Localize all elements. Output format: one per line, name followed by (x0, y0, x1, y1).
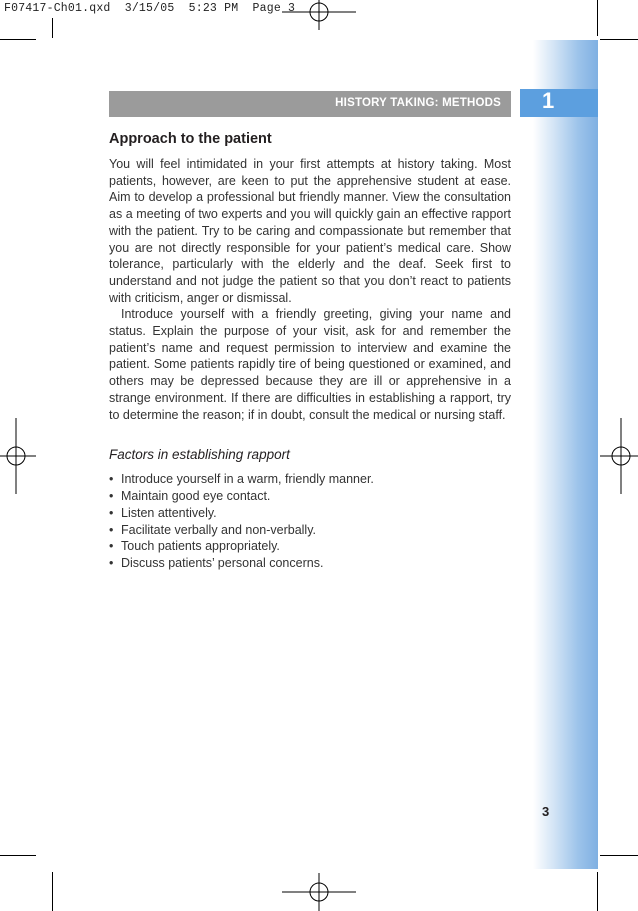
bullet-icon: • (109, 539, 114, 554)
registration-mark-left-icon (0, 418, 36, 494)
list-item-text: Maintain good eye contact. (121, 489, 271, 504)
chapter-number: 1 (542, 88, 555, 113)
registration-mark-right-icon (600, 418, 638, 494)
body-paragraph-2: Introduce yourself with a friendly greeting, giving your name and status. Explain the purpose of your visit, ask for and remember the patient’s name and request permission to interview and examine the patient. Some patients rapidly tire of being questioned or examined, and others may be depressed because they are ill or apprehensive in a strange environment. If there are difficulties in establishing a rapport, try to determine the reason; if in doubt, consult the medical or nursing staff. (109, 307, 511, 422)
list-item (109, 555, 511, 572)
registration-mark-bottom-icon (282, 873, 356, 911)
main-content (109, 131, 511, 572)
chapter-side-band (533, 40, 598, 869)
subsection-heading: Factors in establishing rapport (109, 447, 290, 463)
chapter-tab (520, 89, 598, 117)
bullet-icon: • (109, 472, 114, 487)
list-item-text: Listen attentively. (121, 505, 217, 520)
list-item-text: Discuss patients’ personal concerns. (121, 556, 324, 571)
list-item-text: Facilitate verbally and non-verbally. (121, 522, 317, 537)
list-item-text: Introduce yourself in a warm, friendly manner. (121, 472, 374, 487)
crop-mark-top-right-v (597, 0, 598, 36)
crop-mark-top-left-v (52, 18, 53, 38)
running-header-title: HISTORY TAKING: METHODS (335, 97, 501, 109)
crop-mark-bottom-right-v (597, 872, 598, 911)
crop-mark-bottom-left-v (52, 872, 53, 911)
list-item-text: Touch patients appropriately. (121, 539, 280, 554)
crop-mark-top-left-h (0, 39, 36, 40)
page-number: 3 (542, 804, 550, 819)
bullet-icon: • (109, 556, 114, 571)
list-item (109, 505, 511, 522)
crop-mark-top-right-h (600, 39, 638, 40)
running-header-bar (109, 91, 511, 117)
printer-slug: F07417-Ch01.qxd 3/15/05 5:23 PM Page 3 (4, 2, 296, 15)
list-item (109, 522, 511, 539)
body-paragraph-1: You will feel intimidated in your first attempts at history taking. Most patients, however, are keen to put the apprehensive student at ease. Aim to develop a professional but friendly manner. View the consultation as a meeting of two experts and you will quickly gain an effective rapport with the patient. Try to be caring and compassionate but remember that you are not directly responsible for your patient’s medical care. Show tolerance, particularly with the elderly and the deaf. Seek first to understand and not judge the patient so that you don’t react to patients with criticism, anger or dismissal. (109, 157, 511, 305)
list-item (109, 538, 511, 555)
list-item (109, 471, 511, 488)
rapport-factors-list (109, 471, 511, 572)
bullet-icon: • (109, 522, 114, 537)
bullet-icon: • (109, 489, 114, 504)
crop-mark-bottom-left-h (0, 855, 36, 856)
list-item (109, 488, 511, 505)
registration-mark-top-icon (282, 0, 356, 30)
bullet-icon: • (109, 505, 114, 520)
section-heading: Approach to the patient (109, 131, 272, 147)
crop-mark-bottom-right-h (600, 855, 638, 856)
